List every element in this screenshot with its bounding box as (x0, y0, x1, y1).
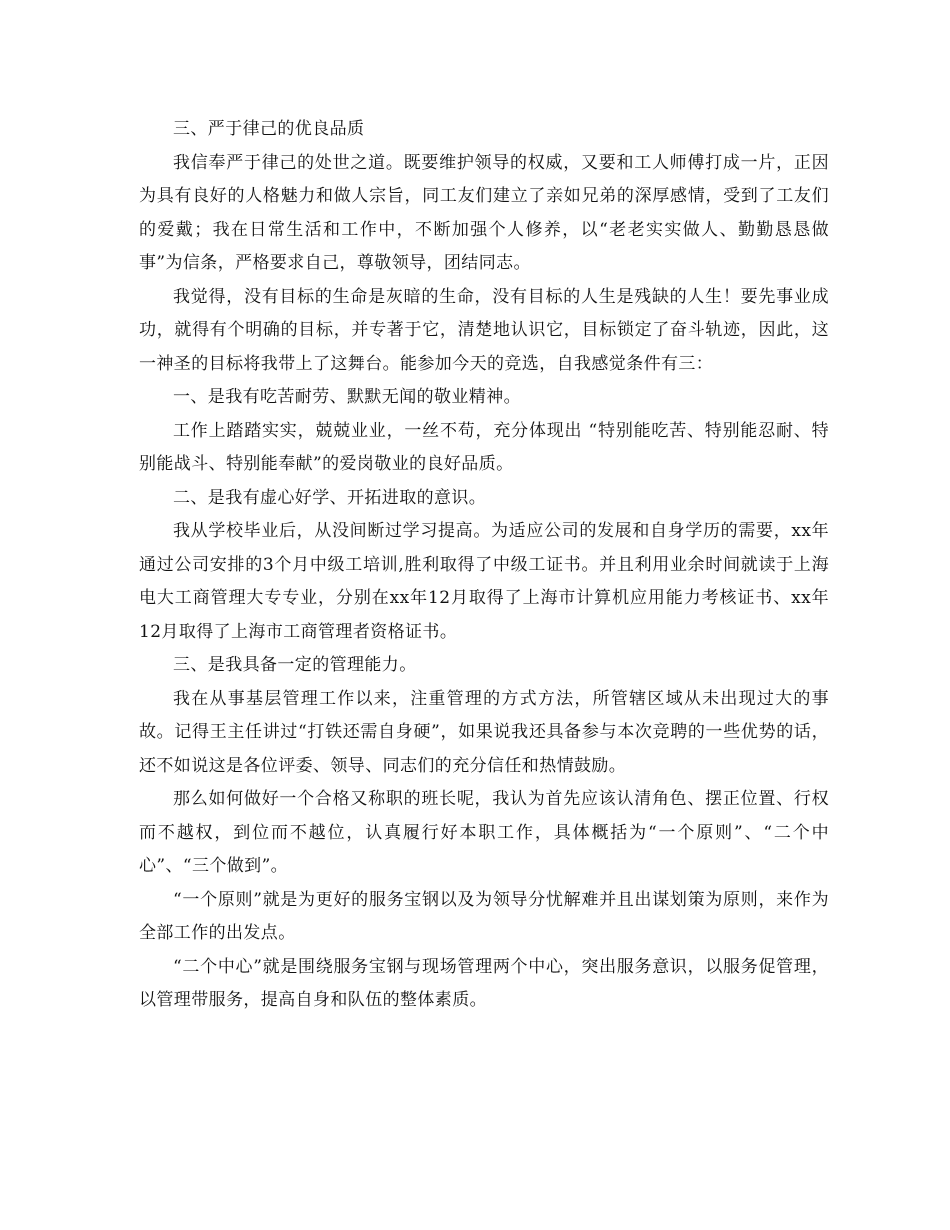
paragraph: 我在从事基层管理工作以来，注重管理的方式方法，所管辖区域从未出现过大的事故。记得王主任讲过“打铁还需自身硬”，如果说我还具备参与本次竞聘的一些优势的话，还不如说这是各位评委、领导、同志们的充分信任和热情鼓励。 (139, 688, 829, 776)
paragraph: “一个原则”就是为更好的服务宝钢以及为领导分忧解难并且出谋划策为原则，来作为全部工作的出发点。 (139, 889, 829, 943)
paragraph: 我信奉严于律己的处世之道。既要维护领导的权威，又要和工人师傅打成一片，正因为具有良好的人格魅力和做人宗旨，同工友们建立了亲如兄弟的深厚感情，受到了工友们的爱戴；我在日常生活和工作中，不断加强个人修养，以“老老实实做人、勤勤恳恳做事”为信条，严格要求自己，尊敬领导，团结同志。 (139, 152, 829, 273)
paragraph: 我觉得，没有目标的生命是灰暗的生命，没有目标的人生是残缺的人生！要先事业成功，就得有个明确的目标，并专著于它，清楚地认识它，目标锁定了奋斗轨迹，因此，这一神圣的目标将我带上了这舞台。能参加今天的竞选，自我感觉条件有三： (139, 286, 829, 374)
paragraph: 工作上踏踏实实，兢兢业业，一丝不苟，充分体现出 “特别能吃苦、特别能忍耐、特别能战斗、特别能奉献”的爱岗敬业的良好品质。 (139, 420, 829, 474)
subheading: 一、是我有吃苦耐劳、默默无闻的敬业精神。 (173, 387, 521, 407)
document-body (139, 113, 829, 1018)
paragraph: 我从学校毕业后，从没间断过学习提高。为适应公司的发展和自身学历的需要，xx年通过公司安排的3个月中级工培训,胜利取得了中级工证书。并且利用业余时间就读于上海电大工商管理大专专业，分别在xx年12月取得了上海市计算机应用能力考核证书、xx年12月取得了上海市工商管理者资格证书。 (139, 521, 829, 642)
paragraph: 那么如何做好一个合格又称职的班长呢，我认为首先应该认清角色、摆正位置、行权而不越权，到位而不越位，认真履行好本职工作，具体概括为“一个原则”、“二个中心”、“三个做到”。 (139, 789, 829, 876)
subheading: 三、是我具备一定的管理能力。 (173, 655, 417, 675)
paragraph: “二个中心”就是围绕服务宝钢与现场管理两个中心，突出服务意识，以服务促管理，以管理带服务，提高自身和队伍的整体素质。 (139, 956, 829, 1010)
section-heading: 三、严于律己的优良品质 (173, 119, 365, 139)
subheading: 二、是我有虚心好学、开拓进取的意识。 (173, 487, 487, 508)
